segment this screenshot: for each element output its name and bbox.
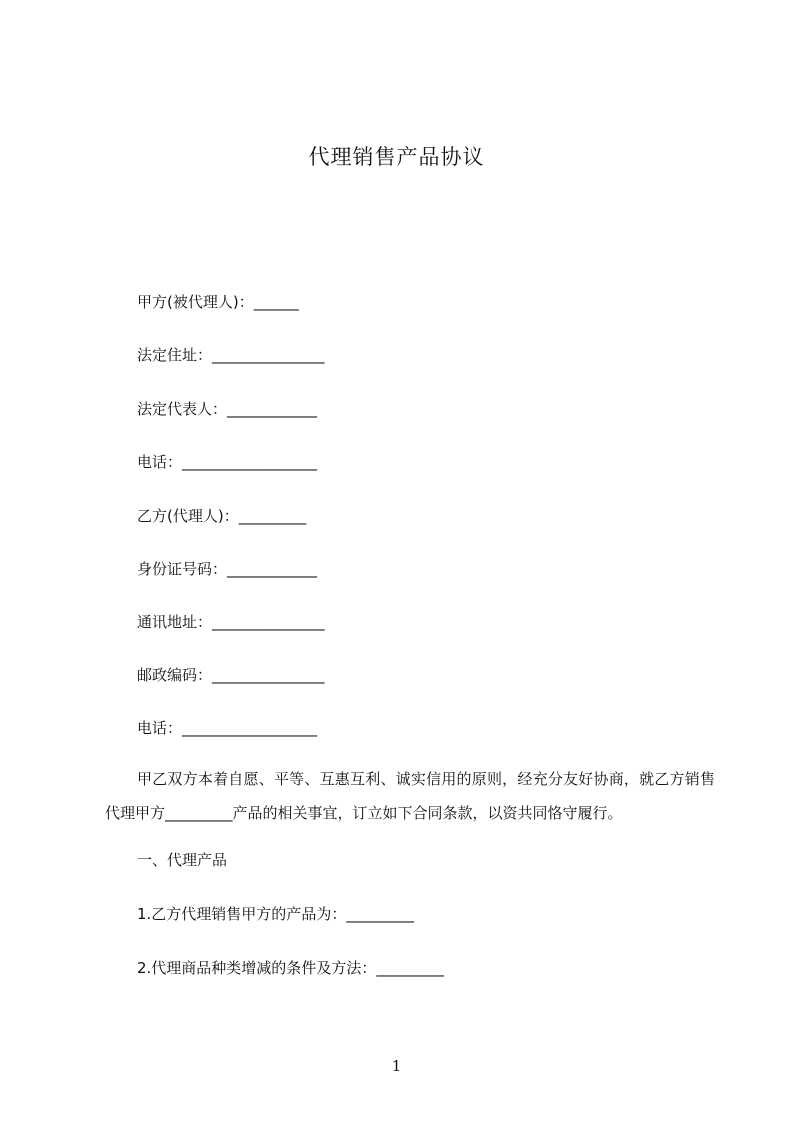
field-legal-representative bbox=[137, 399, 317, 419]
field-party-b bbox=[137, 506, 306, 526]
field-legal-address bbox=[137, 345, 325, 365]
field-postal-code bbox=[137, 665, 325, 685]
field-label: 电话： bbox=[137, 453, 183, 471]
clause-1: 1.乙方代理销售甲方的产品为：_________ bbox=[137, 905, 414, 923]
field-blank: __________________ bbox=[182, 453, 318, 471]
document-title: 代理销售产品协议 bbox=[308, 145, 485, 169]
field-blank: ______ bbox=[253, 293, 299, 311]
field-label: 通讯地址： bbox=[137, 613, 213, 631]
field-label: 甲方(被代理人)： bbox=[137, 293, 254, 311]
page-number: 1 bbox=[391, 1057, 402, 1075]
field-blank: _______________ bbox=[212, 613, 325, 631]
field-label: 电话： bbox=[137, 719, 183, 737]
field-phone-b bbox=[137, 718, 317, 738]
field-blank: _________ bbox=[238, 507, 307, 525]
clause-2: 2.代理商品种类增减的条件及方法：_________ bbox=[137, 959, 444, 977]
field-blank: ____________ bbox=[227, 400, 318, 418]
field-phone-a bbox=[137, 452, 317, 472]
field-blank: _______________ bbox=[212, 666, 325, 684]
field-id-number bbox=[137, 559, 317, 579]
intro-paragraph: 甲乙双方本着自愿、平等、互惠互利、诚实信用的原则，经充分友好协商，就乙方销售代理甲方_________产品的相关事宜，订立如下合同条款，以资共同恪守履行。 bbox=[105, 770, 715, 822]
section-heading-products: 一、代理产品 bbox=[137, 851, 228, 869]
field-label: 法定代表人： bbox=[137, 400, 228, 418]
field-mailing-address bbox=[137, 612, 325, 632]
field-label: 身份证号码： bbox=[137, 560, 228, 578]
field-blank: _______________ bbox=[212, 346, 325, 364]
field-party-a bbox=[137, 292, 299, 312]
field-label: 邮政编码： bbox=[137, 666, 213, 684]
field-blank: __________________ bbox=[182, 719, 318, 737]
field-blank: ____________ bbox=[227, 560, 318, 578]
field-label: 法定住址： bbox=[137, 346, 213, 364]
field-label: 乙方(代理人)： bbox=[137, 507, 239, 525]
